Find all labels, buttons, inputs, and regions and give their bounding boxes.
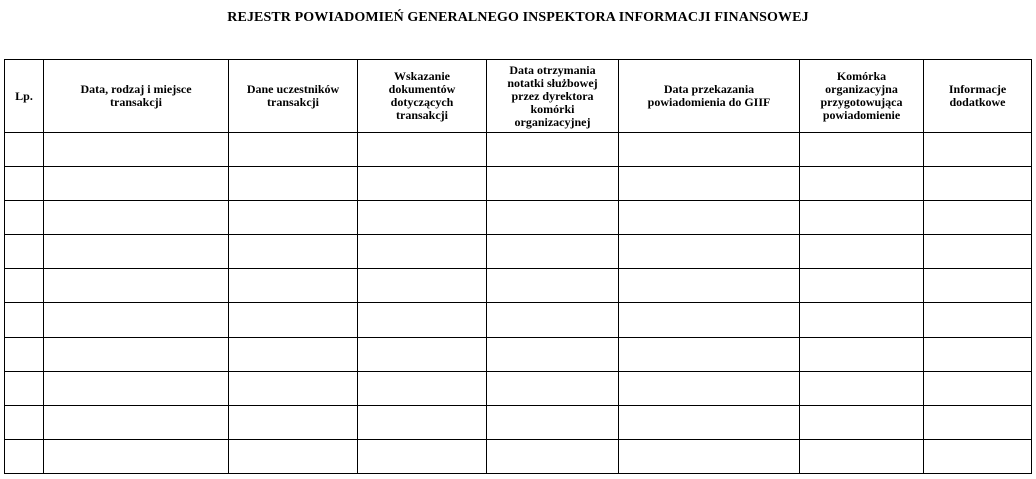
table-cell[interactable] <box>924 439 1032 473</box>
table-row <box>5 371 1032 405</box>
table-cell[interactable] <box>229 235 358 269</box>
table-cell[interactable] <box>487 167 619 201</box>
table-cell[interactable] <box>487 405 619 439</box>
table-cell[interactable] <box>44 337 229 371</box>
table-cell[interactable] <box>800 235 924 269</box>
table-header-row <box>5 60 1032 133</box>
table-cell[interactable] <box>800 303 924 337</box>
table-cell[interactable] <box>44 133 229 167</box>
table-cell[interactable] <box>5 371 44 405</box>
table-cell[interactable] <box>619 269 800 303</box>
register-table <box>4 59 1032 474</box>
table-cell[interactable] <box>358 167 487 201</box>
table-row <box>5 405 1032 439</box>
column-header-additional-info: Informacje dodatkowe <box>924 60 1032 133</box>
table-cell[interactable] <box>229 167 358 201</box>
table-cell[interactable] <box>800 201 924 235</box>
table-cell[interactable] <box>487 303 619 337</box>
table-cell[interactable] <box>619 371 800 405</box>
table-cell[interactable] <box>924 337 1032 371</box>
table-cell[interactable] <box>487 269 619 303</box>
column-header-giif-transfer-date: Data przekazania powiadomienia do GIIF <box>619 60 800 133</box>
table-cell[interactable] <box>358 371 487 405</box>
table-cell[interactable] <box>924 167 1032 201</box>
column-header-participants: Dane uczestników transakcji <box>229 60 358 133</box>
table-cell[interactable] <box>229 133 358 167</box>
table-cell[interactable] <box>800 269 924 303</box>
table-cell[interactable] <box>5 201 44 235</box>
table-cell[interactable] <box>5 269 44 303</box>
table-cell[interactable] <box>44 201 229 235</box>
table-cell[interactable] <box>619 303 800 337</box>
table-cell[interactable] <box>5 133 44 167</box>
table-cell[interactable] <box>229 371 358 405</box>
table-cell[interactable] <box>5 337 44 371</box>
table-cell[interactable] <box>487 371 619 405</box>
column-header-documents: Wskazanie dokumentów dotyczących transakcji <box>358 60 487 133</box>
column-header-note-receipt-date: Data otrzymania notatki służbowej przez dyrektora komórki organizacyjnej <box>487 60 619 133</box>
table-cell[interactable] <box>924 201 1032 235</box>
table-cell[interactable] <box>619 439 800 473</box>
table-row <box>5 269 1032 303</box>
table-cell[interactable] <box>924 371 1032 405</box>
table-cell[interactable] <box>5 405 44 439</box>
table-cell[interactable] <box>229 337 358 371</box>
table-cell[interactable] <box>619 201 800 235</box>
table-cell[interactable] <box>924 133 1032 167</box>
table-row <box>5 167 1032 201</box>
table-cell[interactable] <box>358 405 487 439</box>
table-cell[interactable] <box>358 439 487 473</box>
table-cell[interactable] <box>44 439 229 473</box>
table-cell[interactable] <box>229 303 358 337</box>
table-cell[interactable] <box>619 235 800 269</box>
table-cell[interactable] <box>487 235 619 269</box>
table-row <box>5 337 1032 371</box>
table-cell[interactable] <box>487 439 619 473</box>
table-row <box>5 303 1032 337</box>
table-cell[interactable] <box>44 371 229 405</box>
table-row <box>5 201 1032 235</box>
table-cell[interactable] <box>924 405 1032 439</box>
table-cell[interactable] <box>619 133 800 167</box>
table-cell[interactable] <box>800 337 924 371</box>
table-cell[interactable] <box>229 439 358 473</box>
table-row <box>5 133 1032 167</box>
table-cell[interactable] <box>487 337 619 371</box>
table-cell[interactable] <box>5 303 44 337</box>
table-cell[interactable] <box>358 337 487 371</box>
table-cell[interactable] <box>358 269 487 303</box>
table-cell[interactable] <box>5 167 44 201</box>
table-cell[interactable] <box>358 303 487 337</box>
table-cell[interactable] <box>924 269 1032 303</box>
column-header-transaction-date-type-place: Data, rodzaj i miejsce transakcji <box>44 60 229 133</box>
table-cell[interactable] <box>800 405 924 439</box>
table-cell[interactable] <box>619 337 800 371</box>
table-cell[interactable] <box>44 167 229 201</box>
table-cell[interactable] <box>800 133 924 167</box>
table-row <box>5 235 1032 269</box>
table-cell[interactable] <box>924 303 1032 337</box>
table-cell[interactable] <box>358 133 487 167</box>
table-cell[interactable] <box>800 439 924 473</box>
table-cell[interactable] <box>5 439 44 473</box>
table-cell[interactable] <box>44 303 229 337</box>
table-cell[interactable] <box>924 235 1032 269</box>
table-cell[interactable] <box>800 371 924 405</box>
page-title: REJESTR POWIADOMIEŃ GENERALNEGO INSPEKTORA INFORMACJI FINANSOWEJ <box>227 10 809 25</box>
table-cell[interactable] <box>358 235 487 269</box>
register-table-body <box>5 133 1032 474</box>
table-cell[interactable] <box>44 405 229 439</box>
table-cell[interactable] <box>44 269 229 303</box>
table-cell[interactable] <box>44 235 229 269</box>
table-cell[interactable] <box>358 201 487 235</box>
table-cell[interactable] <box>229 405 358 439</box>
table-cell[interactable] <box>619 167 800 201</box>
table-cell[interactable] <box>487 201 619 235</box>
table-cell[interactable] <box>229 269 358 303</box>
column-header-preparing-unit: Komórka organizacyjna przygotowująca powiadomienie <box>800 60 924 133</box>
table-cell[interactable] <box>487 133 619 167</box>
table-row <box>5 439 1032 473</box>
table-cell[interactable] <box>5 235 44 269</box>
table-cell[interactable] <box>619 405 800 439</box>
table-cell[interactable] <box>800 167 924 201</box>
column-header-lp: Lp. <box>5 60 44 133</box>
table-cell[interactable] <box>229 201 358 235</box>
